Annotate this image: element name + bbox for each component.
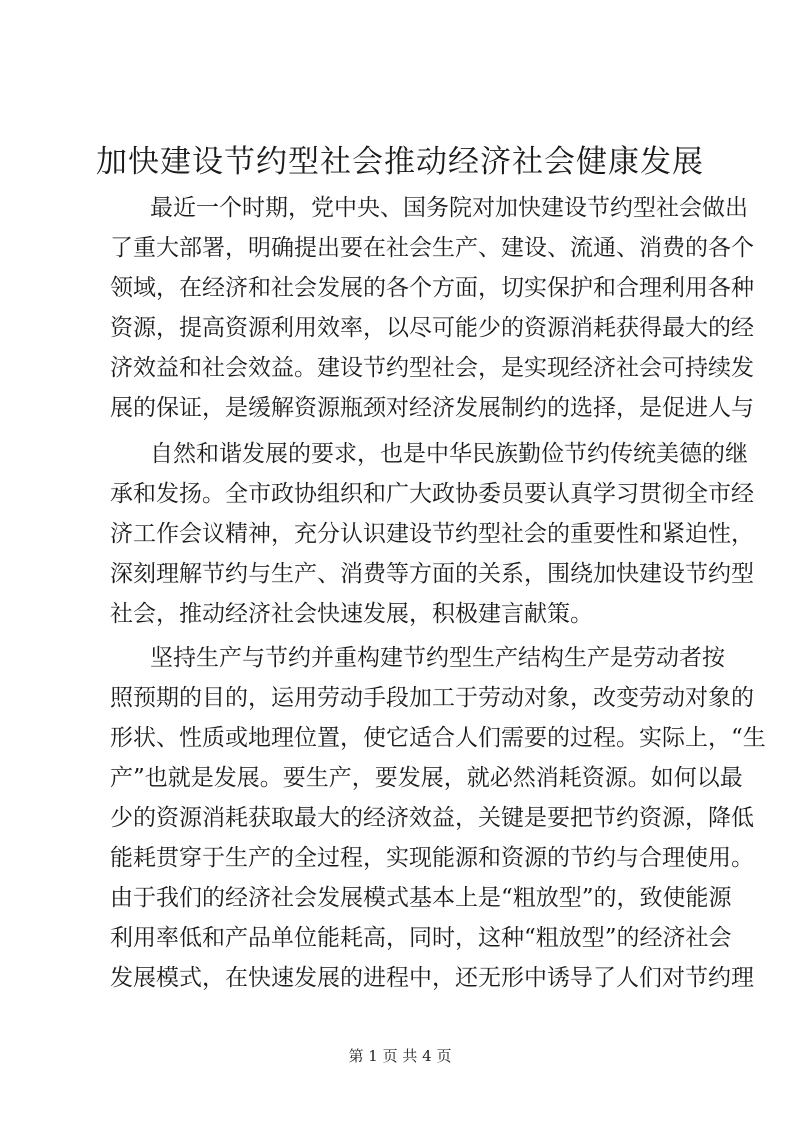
body-line: 发展模式，在快速发展的进程中，还无形中诱导了人们对节约理 xyxy=(110,965,754,991)
body-line: 照预期的目的，运用劳动手段加工于劳动对象，改变劳动对象的 xyxy=(110,685,754,711)
body-line: 资源，提高资源利用效率，以尽可能少的资源消耗获得最大的经 xyxy=(110,315,754,341)
body-line: 坚持生产与节约并重构建节约型生产结构生产是劳动者按 xyxy=(150,645,725,671)
body-line: 济效益和社会效益。建设节约型社会，是实现经济社会可持续发 xyxy=(110,355,754,381)
body-line: 形状、性质或地理位置，使它适合人们需要的过程。实际上，“生 xyxy=(110,725,766,751)
body-line: 承和发扬。全市政协组织和广大政协委员要认真学习贯彻全市经 xyxy=(110,481,754,507)
body-line: 能耗贯穿于生产的全过程，实现能源和资源的节约与合理使用。 xyxy=(110,845,754,871)
body-line: 了重大部署，明确提出要在社会生产、建设、流通、消费的各个 xyxy=(110,235,754,261)
page-number-footer: 第 1 页 共 4 页 xyxy=(348,1047,452,1065)
document-title: 加快建设节约型社会推动经济社会健康发展 xyxy=(96,144,704,180)
body-line: 最近一个时期，党中央、国务院对加快建设节约型社会做出 xyxy=(150,195,748,221)
body-line: 社会，推动经济社会快速发展，积极建言献策。 xyxy=(110,601,593,627)
body-line: 自然和谐发展的要求，也是中华民族勤俭节约传统美德的继 xyxy=(150,441,748,467)
body-line: 由于我们的经济社会发展模式基本上是“粗放型”的，致使能源 xyxy=(110,885,732,911)
body-line: 利用率低和产品单位能耗高，同时，这种“粗放型”的经济社会 xyxy=(110,925,732,951)
body-line: 产”也就是发展。要生产，要发展，就必然消耗资源。如何以最 xyxy=(110,765,743,791)
body-line: 济工作会议精神，充分认识建设节约型社会的重要性和紧迫性， xyxy=(110,521,754,547)
body-line: 展的保证，是缓解资源瓶颈对经济发展制约的选择，是促进人与 xyxy=(110,395,754,421)
body-line: 少的资源消耗获取最大的经济效益，关键是要把节约资源，降低 xyxy=(110,805,754,831)
body-line: 领域，在经济和社会发展的各个方面，切实保护和合理利用各种 xyxy=(110,275,754,301)
body-line: 深刻理解节约与生产、消费等方面的关系，围绕加快建设节约型 xyxy=(110,561,754,587)
